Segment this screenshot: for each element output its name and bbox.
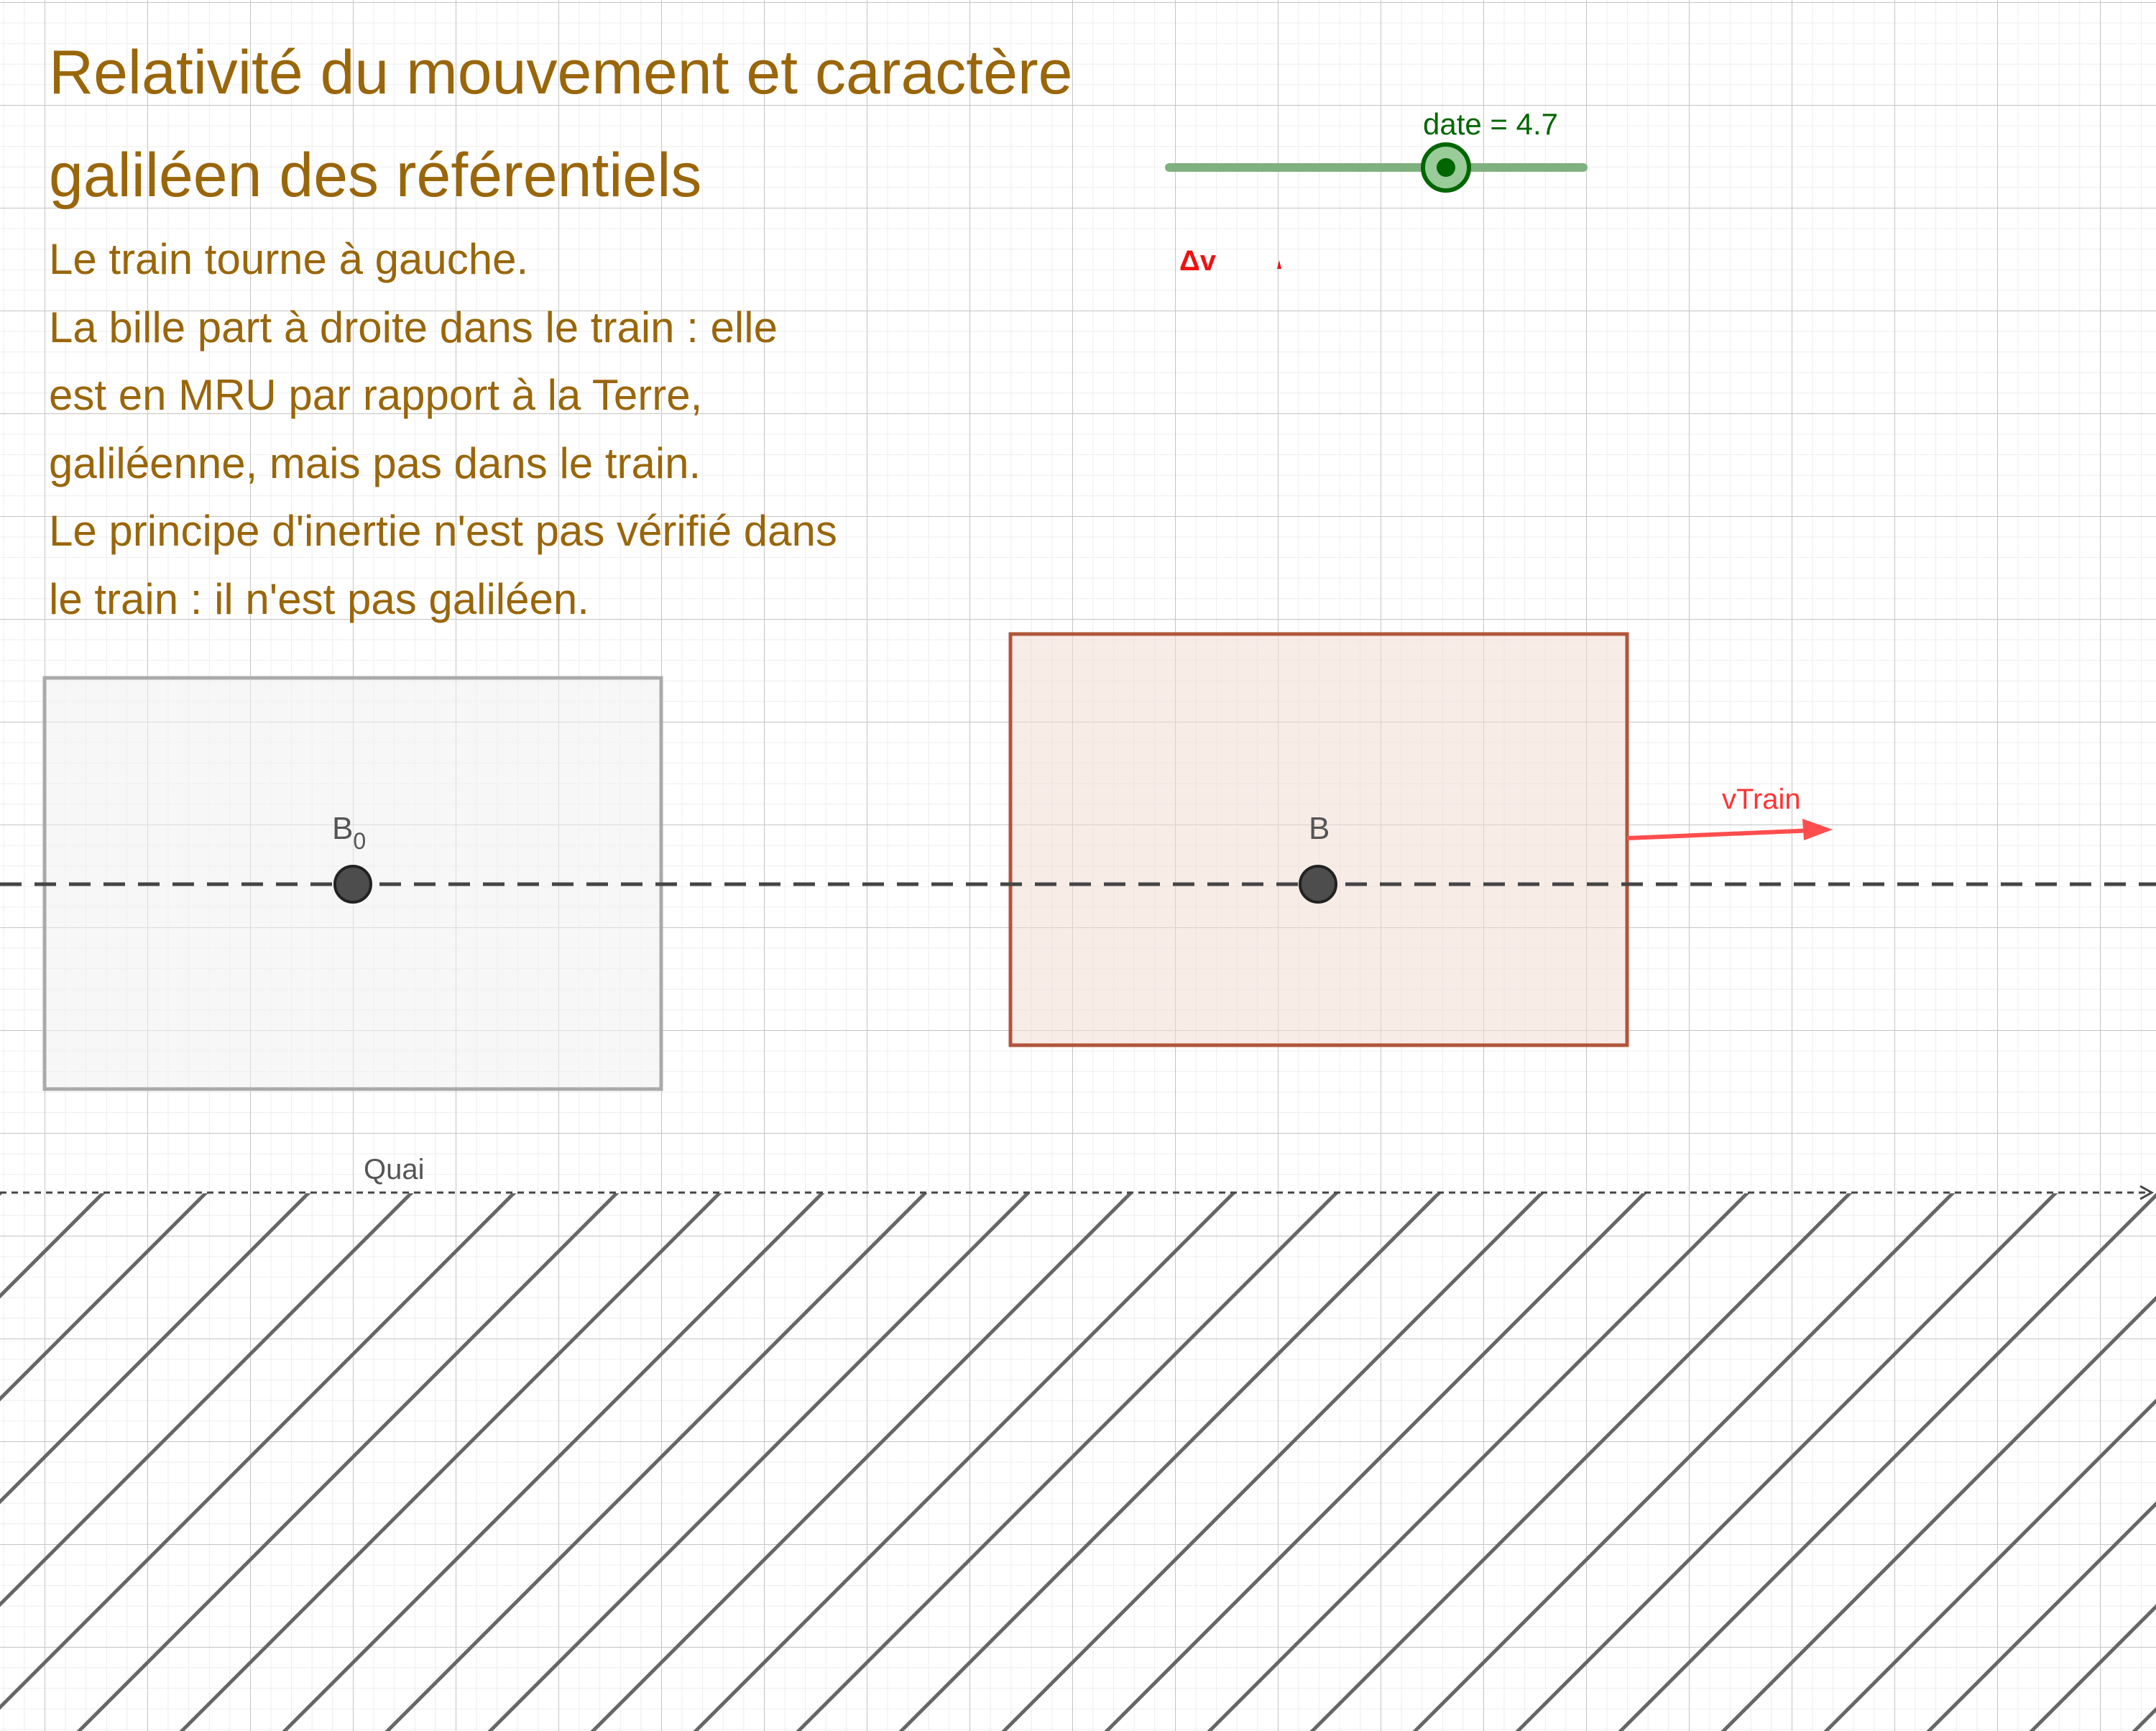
point-b0[interactable] xyxy=(335,866,371,902)
point-b[interactable] xyxy=(1300,866,1336,902)
description-line: est en MRU par rapport à la Terre, xyxy=(49,371,703,419)
date-slider-label: date = 4.7 xyxy=(1423,107,1558,141)
v-train-label: vTrain xyxy=(1722,784,1801,815)
description-line: le train : il n'est pas galiléen. xyxy=(49,574,589,623)
description-text xyxy=(49,226,947,633)
description-line: Le principe d'inertie n'est pas vérifié dans xyxy=(49,507,837,555)
point-b0-label: $B_0$ xyxy=(332,811,367,854)
point-b0-subscript: 0 xyxy=(353,828,367,854)
title-line-2: galiléen des référentiels xyxy=(49,141,702,210)
point-b-label: B xyxy=(1309,811,1330,846)
date-slider-knob-center xyxy=(1437,158,1455,177)
ground-hatching xyxy=(0,1193,2156,1731)
description-line: galiléenne, mais pas dans le train. xyxy=(49,439,701,487)
delta-v-label: Δv xyxy=(1179,245,1216,277)
description-line: La bille part à droite dans le train : elle xyxy=(49,303,778,352)
description-line: Le train tourne à gauche. xyxy=(49,235,529,283)
page-title xyxy=(49,22,1170,227)
quai-label: Quai xyxy=(364,1154,425,1185)
title-line-1: Relativité du mouvement et caractère xyxy=(49,38,1073,107)
